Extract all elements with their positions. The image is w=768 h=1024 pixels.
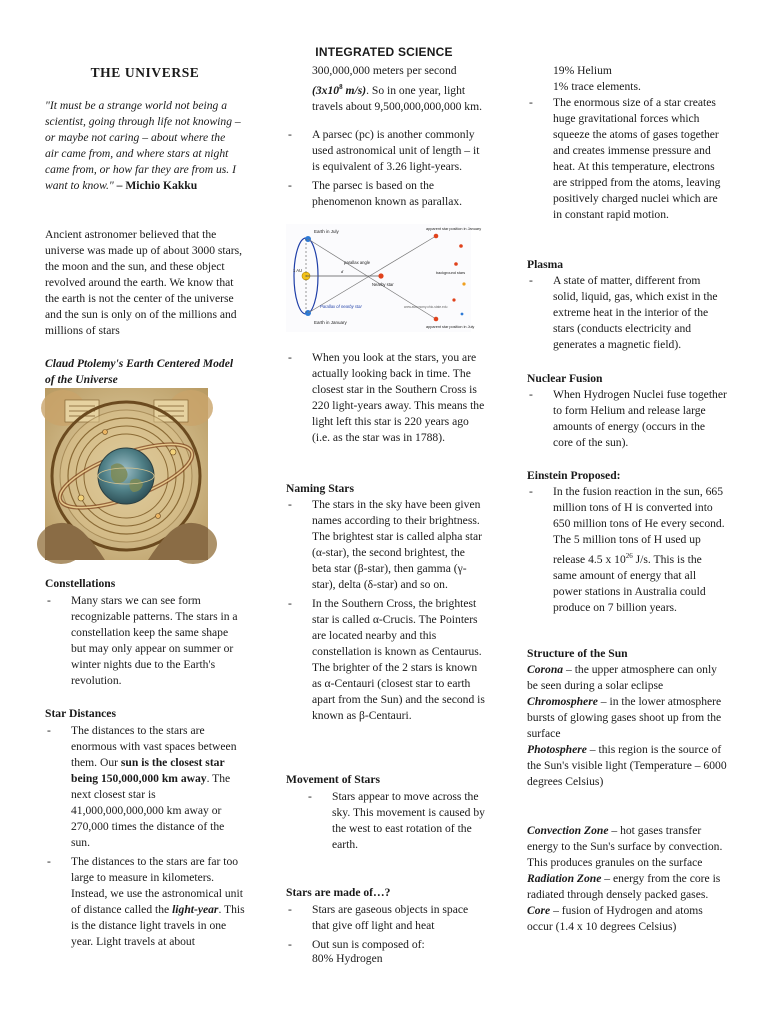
photosphere-entry <box>527 742 727 790</box>
text-span: The distances to the stars are enormous with vast spaces between them. Our <box>71 724 237 769</box>
page-header: INTEGRATED SCIENCE <box>315 45 453 59</box>
convection-text: – hot gases transfer energy to the Sun's surface by convection. This produces granules on the surface <box>527 824 723 869</box>
emphasis-light-year: light-year <box>172 903 219 916</box>
hydrogen-percent: 80% Hydrogen <box>312 952 383 965</box>
list-item <box>45 854 245 950</box>
nuclear-fusion-heading: Nuclear Fusion <box>527 372 603 385</box>
helium-percent: 19% Helium <box>553 64 612 77</box>
sun-structure-upper <box>527 662 727 790</box>
corona-text: – the upper atmosphere can only be seen during a solar eclipse <box>527 663 717 692</box>
list-item: - Many stars we can see form recognizable patterns. The stars in a constellation keep the same shape but may only appear on summer or winter nights due to the Earth's revolution. <box>45 593 245 689</box>
list-item: - The parsec is based on the phenomenon known as parallax. <box>286 178 486 210</box>
made-of-heading: Stars are made of…? <box>286 886 391 899</box>
label-apparent-january: apparent star position in July <box>426 325 475 329</box>
constellations-heading: Constellations <box>45 577 116 590</box>
label-parallax-angle: parallax angle <box>344 260 371 265</box>
constellations-list <box>45 593 245 692</box>
list-item: - Stars appear to move across the sky. This movement is caused by the west to east rotation of the earth. <box>286 789 486 853</box>
radiation-term: Radiation Zone <box>527 872 602 885</box>
core-term: Core <box>527 904 551 917</box>
planet-mark <box>103 430 108 435</box>
chromosphere-entry <box>527 694 727 742</box>
opening-quote <box>45 98 241 194</box>
radiation-text: – energy from the core is radiated through densely packed gases. <box>527 872 721 901</box>
background-star-icon <box>462 282 465 285</box>
chromosphere-text: – in the lower atmosphere bursts of glowing gases shoot up from the surface <box>527 695 722 740</box>
plasma-list <box>527 273 727 356</box>
list-item <box>527 484 727 616</box>
list-item: - A state of matter, different from solid, liquid, gas, which exist in the extreme heat in the interior of the stars (conducts electricity and generates a magnetic field). <box>527 273 727 353</box>
background-star-icon <box>452 298 455 301</box>
energy-exponent: 26 <box>625 552 633 560</box>
ptolemy-model-image <box>45 388 208 560</box>
planet-mark <box>156 514 161 519</box>
diagram-caption: Parallax of nearby star <box>320 304 362 309</box>
label-earth-july: Earth in July <box>314 229 339 234</box>
made-of-list <box>286 902 486 953</box>
speed-exponent: 8 <box>339 83 343 91</box>
text-span: . The next closest star is 41,000,000,000,000 km away or 270,000 times the distance of the sun. <box>71 772 231 849</box>
text-span: 300,000,000 meters per second <box>312 64 457 77</box>
convection-entry <box>527 823 727 871</box>
list-item: - The enormous size of a star creates huge gravitational forces which squeeze the atoms of gases together and creates immense pressure and heat. At this temperature, electrons are stripped from the atoms, leaving positively charged nuclei which are in constant rapid motion. <box>527 95 727 223</box>
label-background-stars: background stars <box>436 271 466 275</box>
star-size-list <box>527 95 727 226</box>
planet-mark <box>78 495 84 501</box>
ptolemy-heading: Claud Ptolemy's Earth Centered Model of the Universe <box>45 357 234 386</box>
list-item: - The stars in the sky have been given names according to their brightness. The brightest star is called alpha star (α-star), the second brightest, the beta star (β-star), then gamma (γ-star), delta (δ-star) and so on. <box>286 497 486 593</box>
parsec-list <box>286 127 486 213</box>
einstein-list <box>527 484 727 619</box>
label-distance: d <box>341 269 344 274</box>
apparent-star-icon <box>434 317 439 322</box>
diagram-credit: www.astronomy.ohio-state.edu <box>404 305 448 309</box>
quote-text: "It must be a strange world not being a scientist, going through life not knowing – or maybe not caring – about where the air came from, and where stars at night came from, or how far they are from us. I want to know." <box>45 99 241 192</box>
core-text: – fusion of Hydrogen and atoms occur (1.4 x 10 degrees Celsius) <box>527 904 703 933</box>
nearby-star-icon <box>378 273 383 278</box>
page-title: THE UNIVERSE <box>90 65 200 80</box>
speed-unit: m/s) <box>342 83 367 97</box>
light-speed-continued <box>286 63 486 115</box>
emphasis-sun-distance: sun is the closest star being 150,000,000 km away <box>71 756 225 785</box>
list-item <box>45 723 245 851</box>
nuclear-fusion-list <box>527 387 727 454</box>
label-nearby-star: Nearby star <box>372 282 394 287</box>
label-apparent-july: apparent star position in January <box>426 227 482 231</box>
text-span: . So in one year, light travels about 9,500,000,000,000 km. <box>312 83 483 113</box>
naming-stars-heading: Naming Stars <box>286 482 354 495</box>
background-star-icon <box>454 262 458 266</box>
einstein-heading: Einstein Proposed: <box>527 469 621 482</box>
planet-mark <box>170 449 176 455</box>
text-span: In the fusion reaction in the sun, 665 million tons of H is converted into 650 million tons of He every second. The 5 million tons of H used up release 4.5 x 10 <box>553 485 725 566</box>
photosphere-term: Photosphere <box>527 743 587 756</box>
sun-structure-heading: Structure of the Sun <box>527 647 628 660</box>
chromosphere-term: Chromosphere <box>527 695 598 708</box>
radiation-entry <box>527 871 727 903</box>
text-span: Out sun is composed of: <box>312 938 425 951</box>
background-star-icon <box>461 313 464 316</box>
corona-term: Corona <box>527 663 564 676</box>
parallax-diagram <box>286 224 482 332</box>
intro-paragraph: Ancient astronomer believed that the universe was made up of about 3000 stars, the moon and the sun, and these object revolved around the earth. We know that the earth is not the center of the universe and the sun is only on of the millions and millions of stars <box>45 228 243 337</box>
text-span: . This is the distance light travels in one year. Light travels at about <box>71 903 245 948</box>
looking-back-list <box>286 350 486 449</box>
star-distances-list <box>45 723 245 953</box>
movement-list <box>286 789 486 856</box>
speed-value: (3x10 <box>312 83 340 97</box>
list-item: - Stars are gaseous objects in space that give off light and heat <box>286 902 486 934</box>
corona-entry <box>527 662 727 694</box>
list-item: - When you look at the stars, you are actually looking back in time. The closest star in the Southern Cross is 220 light-years away. This means the light left this star is 220 years ago (i.e. as the star was in 1788). <box>286 350 486 446</box>
core-entry <box>527 903 727 935</box>
list-item: - In the Southern Cross, the brightest star is called α-Crucis. The Pointers are located nearby and this constellation is known as Centaurus. The brighter of the 2 stars is known as α-Centauri (closest star to earth apart from the Sun) and the second is known as β-Centauri. <box>286 596 486 724</box>
background-star-icon <box>459 244 463 248</box>
list-item: - A parsec (pc) is another commonly used astronomical unit of length – it is equivalent of 3.26 light-years. <box>286 127 486 175</box>
photosphere-text: – this region is the source of the Sun's visible light (Temperature – 6000 degrees Celsius) <box>527 743 727 788</box>
label-earth-january: Earth in January <box>314 320 347 325</box>
quote-author: – Michio Kakku <box>116 179 198 192</box>
sun-structure-lower <box>527 823 727 935</box>
text-span: J/s. This is the same amount of energy that all power stations in Australia could produce on 7 billion years. <box>553 552 706 614</box>
label-au: 1 AU <box>293 268 303 273</box>
plasma-heading: Plasma <box>527 258 564 271</box>
movement-heading: Movement of Stars <box>286 773 381 786</box>
star-distances-heading: Star Distances <box>45 707 116 720</box>
apparent-star-icon <box>434 234 439 239</box>
naming-stars-list <box>286 497 486 727</box>
convection-term: Convection Zone <box>527 824 609 837</box>
list-item: - When Hydrogen Nuclei fuse together to form Helium and release large amounts of energy (occurs in the core of the sun). <box>527 387 727 451</box>
trace-percent: 1% trace elements. <box>553 80 641 93</box>
text-span: The distances to the stars are far too large to measure in kilometers. Instead, we use the astronomical unit of distance called the <box>71 855 243 916</box>
